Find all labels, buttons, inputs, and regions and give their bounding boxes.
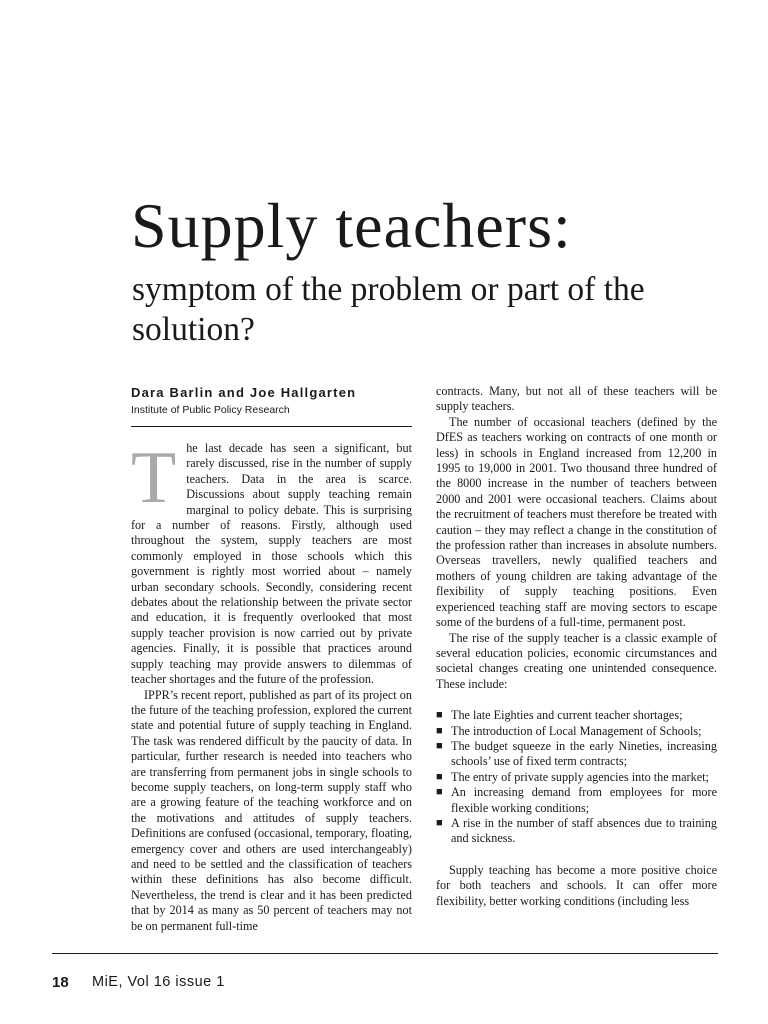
list-item: ■ A rise in the number of staff absences due to training and sickness. <box>436 816 717 847</box>
affiliation: Institute of Public Policy Research <box>131 404 290 416</box>
left-column <box>131 384 412 934</box>
paragraph-rise-of-supply-teacher: The rise of the supply teacher is a classic example of several education policies, economic circumstances and societal changes creating one unintended consequence. These include: <box>436 630 717 691</box>
causes-list <box>436 708 717 847</box>
page-number: 18 <box>52 974 69 991</box>
list-item: ■ The entry of private supply agencies into the market; <box>436 770 717 785</box>
journal-info: MiE, Vol 16 issue 1 <box>92 974 225 990</box>
article-subtitle: symptom of the problem or part of the solution? <box>132 271 645 348</box>
intro-paragraph <box>131 437 412 688</box>
list-item: ■ An increasing demand from employees for more flexible working conditions; <box>436 785 717 816</box>
paragraph-continuation: contracts. Many, but not all of these teachers will be supply teachers. <box>436 384 717 414</box>
right-column <box>436 384 717 909</box>
intro-text: he last decade has seen a significant, but rarely discussed, rise in the number of supply teachers. Data in the area is scarce. Discussions about supply teaching remain marginal to policy debate. This is surprising for a number of reasons. Firstly, although used throughout the system, supply teachers are most commonly employed in those schools which this government is rightly most worried about – namely urban secondary schools. Secondly, considering recent debates about the relationship between the private sector and education, it is frequently overlooked that most supply teacher provision is now carried out by private agencies. Finally, it is possible that practices around supply teaching may provide answers to dilemmas of teacher shortages and the future of the profession. <box>131 441 412 687</box>
authors: Dara Barlin and Joe Hallgarten <box>131 385 357 400</box>
paragraph-occasional-teachers: The number of occasional teachers (defined by the DfES as teachers working on contracts of one month or less) in schools in England increased from 12,200 in 1995 to 19,000 in 2001. Two thousand three hundred of the 8000 increase in the number of teachers between 2000 and 2001 were occasional teachers. Claims about the recruitment of teachers must therefore be treated with caution – they may reflect a change in the constitution of the profession rather than increases in absolute numbers. Overseas travellers, newly qualified teachers and mothers of young children are taking advantage of the flexibility of supply teaching positions. Even experienced teaching staff are moving sectors to escape some of the burdens of a full-time, permanent post. <box>436 414 717 630</box>
article-title: Supply teachers: <box>131 190 572 261</box>
byline-divider <box>131 426 412 427</box>
paragraph-ippr-report: IPPR’s recent report, published as part of its project on the future of the teaching profession, explored the current state and potential future of supply teaching in England. The task was rendered difficult by the paucity of data. In particular, further research is needed into teachers who are transferring from permanent jobs in single schools to become supply teachers, on long-term supply staff who are a growing feature of the teaching workforce and on the motivations and attitudes of supply teachers. Definitions are confused (occasional, temporary, floating, emergency cover and others are used interchangeably) and need to be settled and the classification of teachers within these definitions has also become difficult. Nevertheless, the trend is clear and it has been predicted that by 2014 as many as 50 percent of teachers may not be on permanent full-time <box>131 687 412 933</box>
list-item: ■ The budget squeeze in the early Nineties, increasing schools’ use of fixed term contracts; <box>436 739 717 770</box>
list-item: ■ The late Eighties and current teacher shortages; <box>436 708 717 723</box>
drop-cap: T <box>131 437 177 519</box>
paragraph-positive-choice: Supply teaching has become a more positive choice for both teachers and schools. It can offer more flexibility, better working conditions (including less <box>436 862 717 908</box>
list-item: ■ The introduction of Local Management of Schools; <box>436 724 717 739</box>
footer-divider <box>52 953 718 954</box>
